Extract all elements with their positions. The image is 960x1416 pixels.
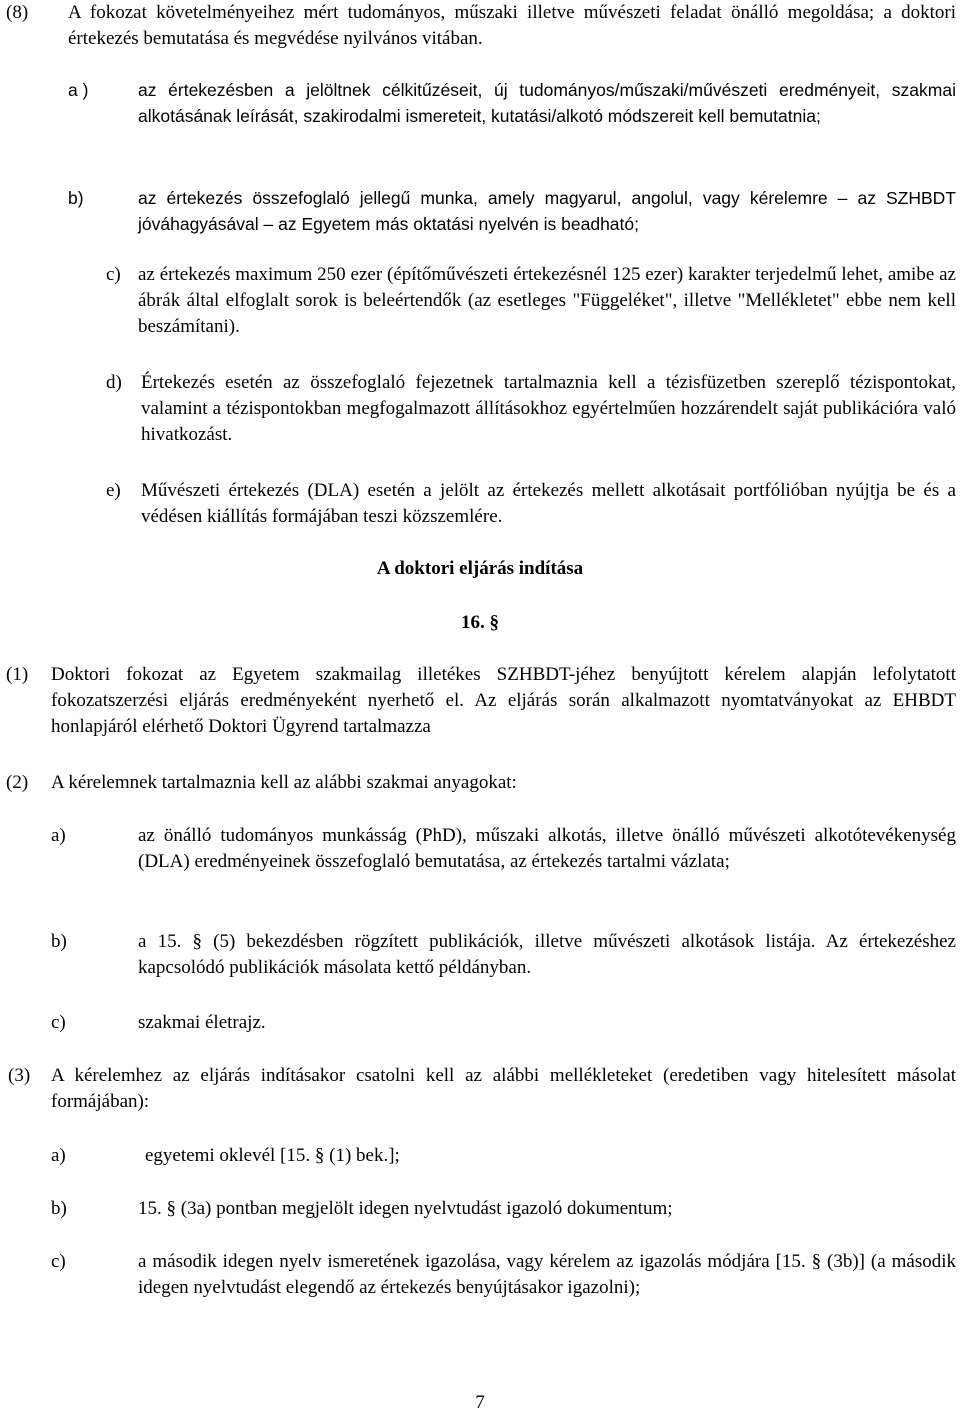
- paragraph-8-text: A fokozat követelményeihez mért tudományos, műszaki illetve művészeti feladat önálló megoldása; a doktori értekezés bemutatása és megvédése nyilvános vitában.: [68, 2, 956, 49]
- paragraph-3-item-a-text: egyetemi oklevél [15. § (1) bek.];: [145, 1145, 400, 1166]
- paragraph-8-item-b-label: b): [68, 188, 84, 208]
- paragraph-8-item-b-text: az értekezés összefoglaló jellegű munka, amely magyarul, angolul, vagy kérelemre – az SZHBDT jóváhagyásával – az Egyetem más oktatási nyelvén is beadható;: [138, 188, 956, 234]
- section-number: 16. §: [461, 612, 499, 633]
- paragraph-2-item-a-label: a): [51, 825, 66, 846]
- paragraph-1-label: (1): [6, 664, 29, 685]
- paragraph-8-item-d-text: Értekezés esetén az összefoglaló fejezetnek tartalmaznia kell a tézisfüzetben szereplő tézispontokat, valamint a tézispontokban megfogalmazott állításokhoz egyértelműen hozzárendelt saját publikációra való hivatkozást.: [141, 372, 956, 445]
- paragraph-3-text: A kérelemhez az eljárás indításakor csatolni kell az alábbi mellékleteket (eredetiben vagy hitelesített másolat formájában):: [51, 1065, 956, 1112]
- paragraph-8-item-e-label: e): [106, 480, 121, 501]
- paragraph-2-item-a-text: az önálló tudományos munkásság (PhD), műszaki alkotás, illetve önálló művészeti alkotótevékenység (DLA) eredményeinek összefoglaló bemutatása, az értekezés tartalmi vázlata;: [138, 825, 956, 872]
- paragraph-2-item-b-label: b): [51, 931, 67, 952]
- section-title: A doktori eljárás indítása: [376, 558, 584, 579]
- paragraph-2-item-c-label: c): [51, 1012, 66, 1033]
- paragraph-3-item-b-text: 15. § (3a) pontban megjelölt idegen nyelvtudást igazoló dokumentum;: [138, 1198, 673, 1219]
- paragraph-1-text: Doktori fokozat az Egyetem szakmailag illetékes SZHBDT-jéhez benyújtott kérelem alapján lefolytatott fokozatszerzési eljárás eredményeként nyerhető el. Az eljárás során alkalmazott nyomtatványokat az EHBDT honlapjáról elérhető Doktori Ügyrend tartalmazza: [51, 664, 956, 737]
- paragraph-3-item-c-label: c): [51, 1251, 66, 1272]
- paragraph-8-item-c-text: az értekezés maximum 250 ezer (építőművészeti értekezésnél 125 ezer) karakter terjedelmű lehet, amibe az ábrák által elfoglalt sorok is beleértendők (az esetleges "Függeléket", illetve "Mellékletet" ebbe nem kell beszámítani).: [138, 264, 956, 337]
- paragraph-8-item-c-label: c): [106, 264, 121, 285]
- paragraph-3-item-c-text: a második idegen nyelv ismeretének igazolása, vagy kérelem az igazolás módjára [15. § (3b)] (a második idegen nyelvtudást elegendő az értekezés benyújtásakor igazolni);: [138, 1251, 956, 1298]
- paragraph-2-item-c-text: szakmai életrajz.: [138, 1012, 266, 1033]
- paragraph-8-item-e-text: Művészeti értekezés (DLA) esetén a jelölt az értekezés mellett alkotásait portfólióban nyújtja be és a védésen kiállítás formájában teszi közszemlére.: [141, 480, 956, 527]
- paragraph-3-label: (3): [8, 1065, 31, 1086]
- paragraph-2-item-b-text: a 15. § (5) bekezdésben rögzített publikációk, illetve művészeti alkotások listája. Az értekezéshez kapcsolódó publikációk másolata kettő példányban.: [138, 931, 956, 978]
- paragraph-8-item-d-label: d): [106, 372, 122, 393]
- page-number: 7: [475, 1392, 485, 1413]
- paragraph-2-label: (2): [6, 772, 29, 793]
- paragraph-2-text: A kérelemnek tartalmaznia kell az alábbi szakmai anyagokat:: [51, 772, 517, 793]
- paragraph-8-label: (8): [6, 2, 29, 23]
- paragraph-3-item-b-label: b): [51, 1198, 67, 1219]
- paragraph-3-item-a-label: a): [51, 1145, 66, 1166]
- paragraph-8-item-a-text: az értekezésben a jelöltnek célkitűzéseit, új tudományos/műszaki/művészeti eredményeit, szakmai alkotásának leírását, szakirodalmi ismereteit, kutatási/alkotó módszereit kell bemutatnia;: [138, 80, 956, 126]
- paragraph-8-item-a-label: a ): [68, 80, 89, 100]
